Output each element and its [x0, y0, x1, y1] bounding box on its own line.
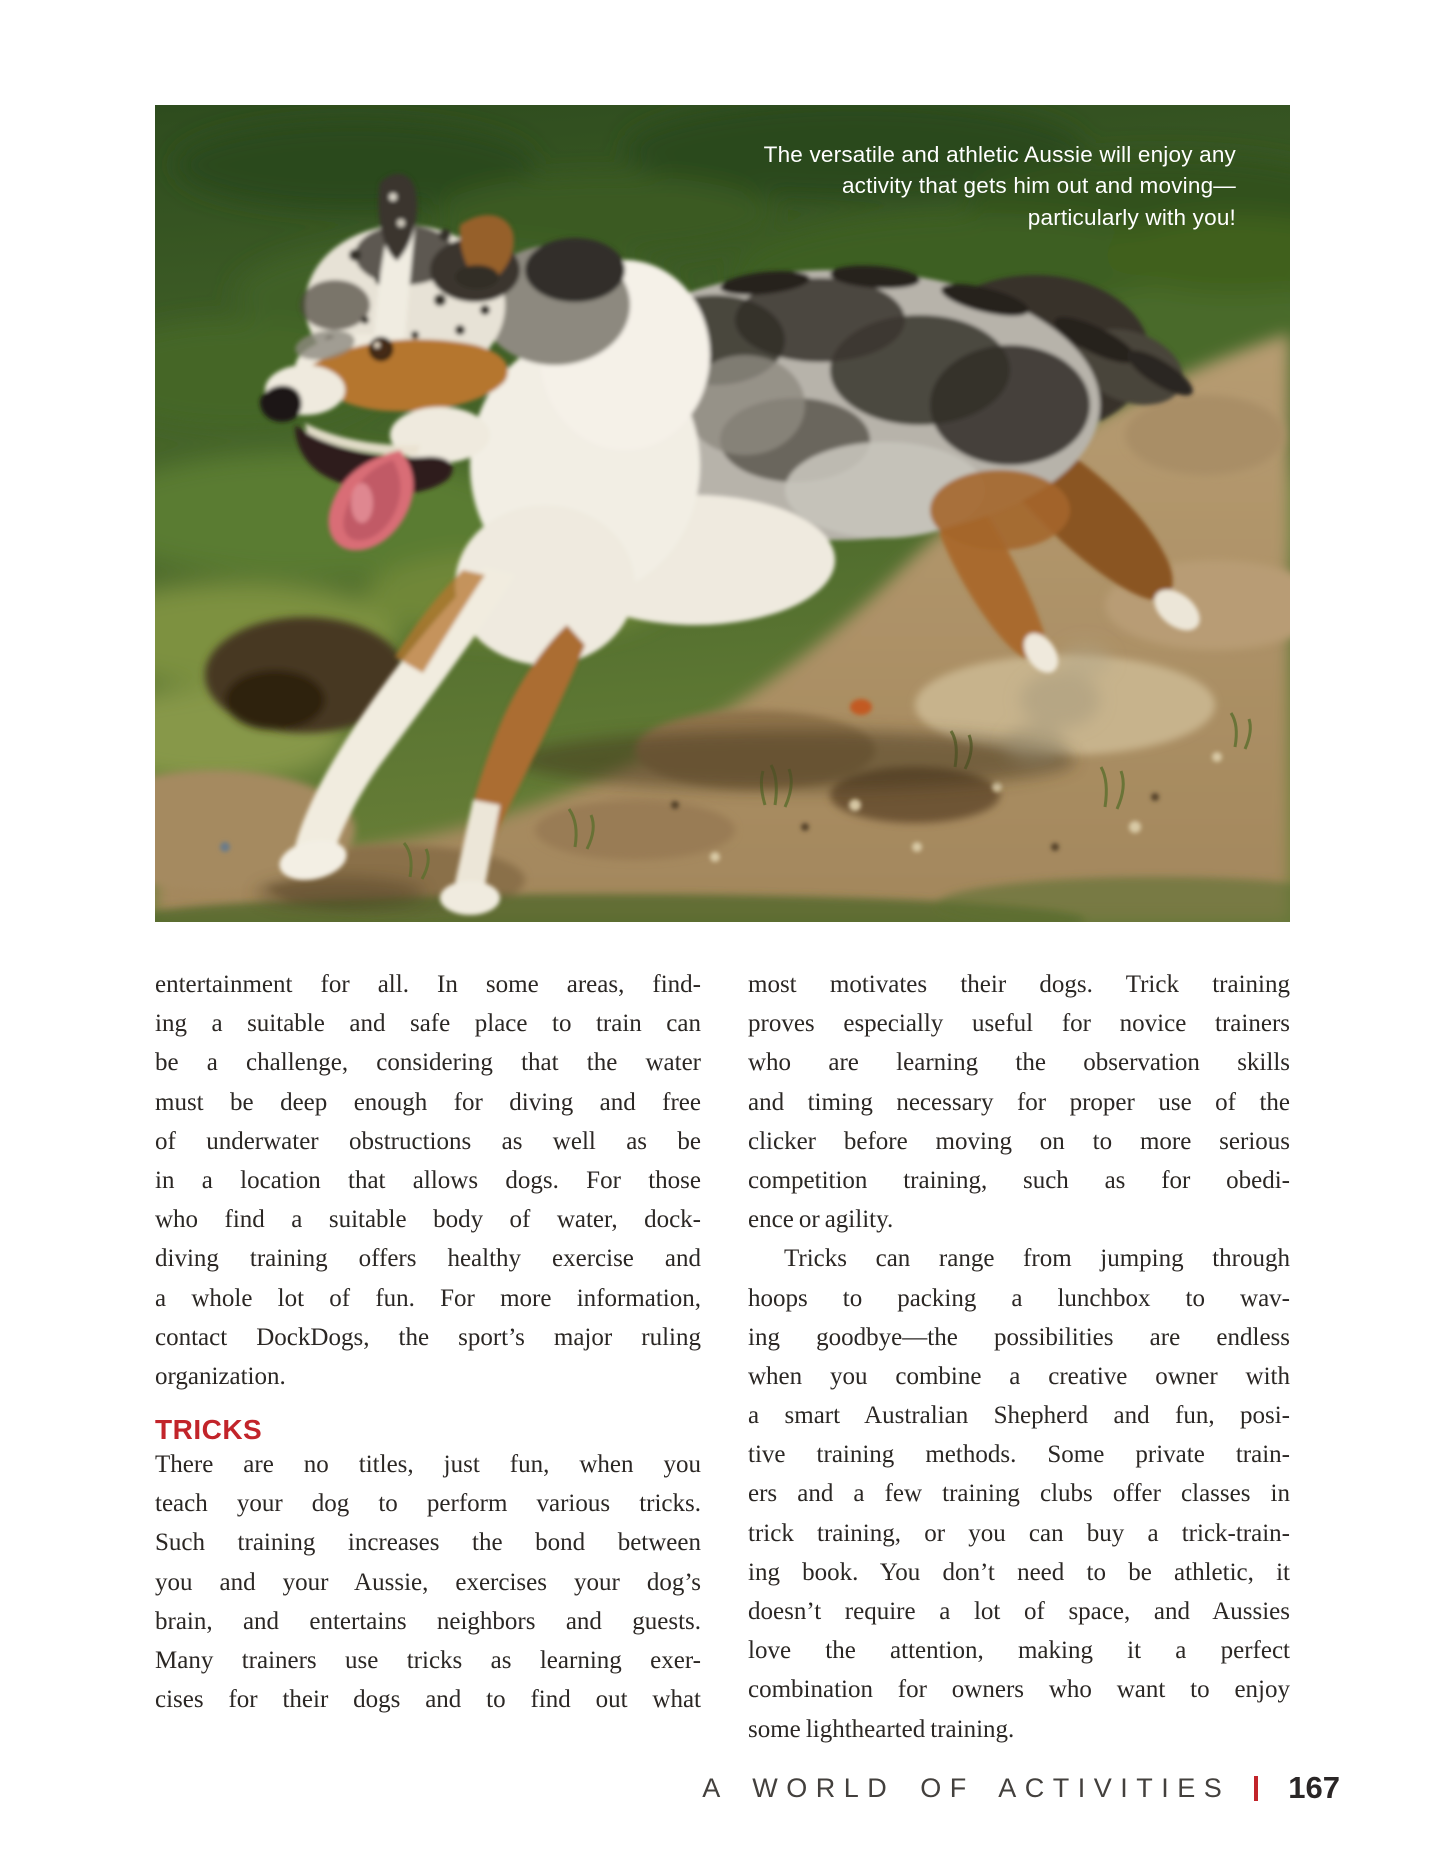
paragraph — [155, 965, 701, 1396]
footer-title: A WORLD OF ACTIVITIES — [702, 1772, 1231, 1803]
text-line: love the attention, making it a perfect — [748, 1637, 1290, 1665]
footer-divider-bar — [1254, 1776, 1258, 1801]
dog-shadow — [515, 730, 1075, 790]
text-line: diving training offers healthy exercise and — [155, 1245, 701, 1273]
text-line: a whole lot of fun. For more information, — [155, 1284, 701, 1312]
text-line: combination for owners who want to enjoy — [748, 1676, 1290, 1704]
text-line: ence or agility. — [748, 1206, 894, 1234]
left-column — [155, 965, 701, 1719]
right-column — [748, 965, 1290, 1749]
paragraph — [748, 1239, 1290, 1748]
text-line: must be deep enough for diving and free — [155, 1088, 701, 1116]
orange-object — [850, 699, 872, 715]
page-footer — [702, 1770, 1340, 1806]
text-line: organization. — [155, 1362, 286, 1390]
page-number: 167 — [1288, 1770, 1340, 1805]
text-line: in a location that allows dogs. For those — [155, 1166, 701, 1194]
text-line: brain, and entertains neighbors and guests. — [155, 1607, 701, 1635]
text-line: competition training, such as for obedi- — [748, 1166, 1290, 1194]
text-line: Many trainers use tricks as learning exer- — [155, 1647, 701, 1674]
caption-line: The versatile and athletic Aussie will enjoy any — [763, 142, 1236, 167]
text-line: teach your dog to perform various tricks. — [155, 1490, 701, 1518]
text-line: trick training, or you can buy a trick-train- — [748, 1519, 1290, 1547]
text-line: hoops to packing a lunchbox to wav- — [748, 1284, 1290, 1312]
text-line: ing goodbye—the possibilities are endless — [748, 1323, 1290, 1351]
text-line: be a challenge, considering that the water — [155, 1049, 701, 1077]
paragraph — [748, 965, 1290, 1239]
text-line: ing a suitable and safe place to train can — [155, 1010, 701, 1038]
photo-caption — [764, 139, 1236, 233]
text-line: and timing necessary for proper use of the — [748, 1088, 1290, 1116]
paragraph — [155, 1445, 701, 1719]
text-line: Such training increases the bond between — [155, 1529, 701, 1557]
text-line: clicker before moving on to more serious — [748, 1127, 1290, 1155]
text-line: ing book. You don’t need to be athletic, it — [748, 1558, 1290, 1586]
section-heading: TRICKS — [155, 1414, 263, 1446]
text-line: Tricks can range from jumping through — [784, 1245, 1290, 1273]
aussie-photo — [155, 105, 1290, 922]
text-line: when you combine a creative owner with — [748, 1362, 1290, 1390]
text-line: who are learning the observation skills — [748, 1049, 1290, 1077]
text-line: some lighthearted training. — [748, 1715, 1015, 1743]
text-line: There are no titles, just fun, when you — [155, 1451, 701, 1479]
text-line: tive training methods. Some private train- — [748, 1441, 1290, 1469]
text-line: most motivates their dogs. Trick training — [748, 971, 1290, 998]
text-line: proves especially useful for novice trainers — [748, 1010, 1290, 1038]
caption-line: particularly with you! — [1027, 204, 1236, 230]
text-line: of underwater obstructions as well as be — [155, 1127, 701, 1155]
text-line: cises for their dogs and to find out what — [155, 1686, 701, 1714]
text-line: you and your Aussie, exercises your dog’s — [155, 1568, 701, 1596]
paw-shadow — [255, 877, 425, 909]
text-line: who find a suitable body of water, dock- — [155, 1206, 701, 1234]
text-line: a smart Australian Shepherd and fun, posi- — [748, 1402, 1290, 1430]
text-line: entertainment for all. In some areas, find- — [155, 971, 701, 998]
text-line: ers and a few training clubs offer classes in — [748, 1480, 1290, 1508]
text-line: contact DockDogs, the sport’s major ruling — [155, 1323, 701, 1351]
caption-line: activity that gets him out and moving— — [841, 173, 1236, 199]
text-line: doesn’t require a lot of space, and Aussies — [748, 1598, 1290, 1625]
